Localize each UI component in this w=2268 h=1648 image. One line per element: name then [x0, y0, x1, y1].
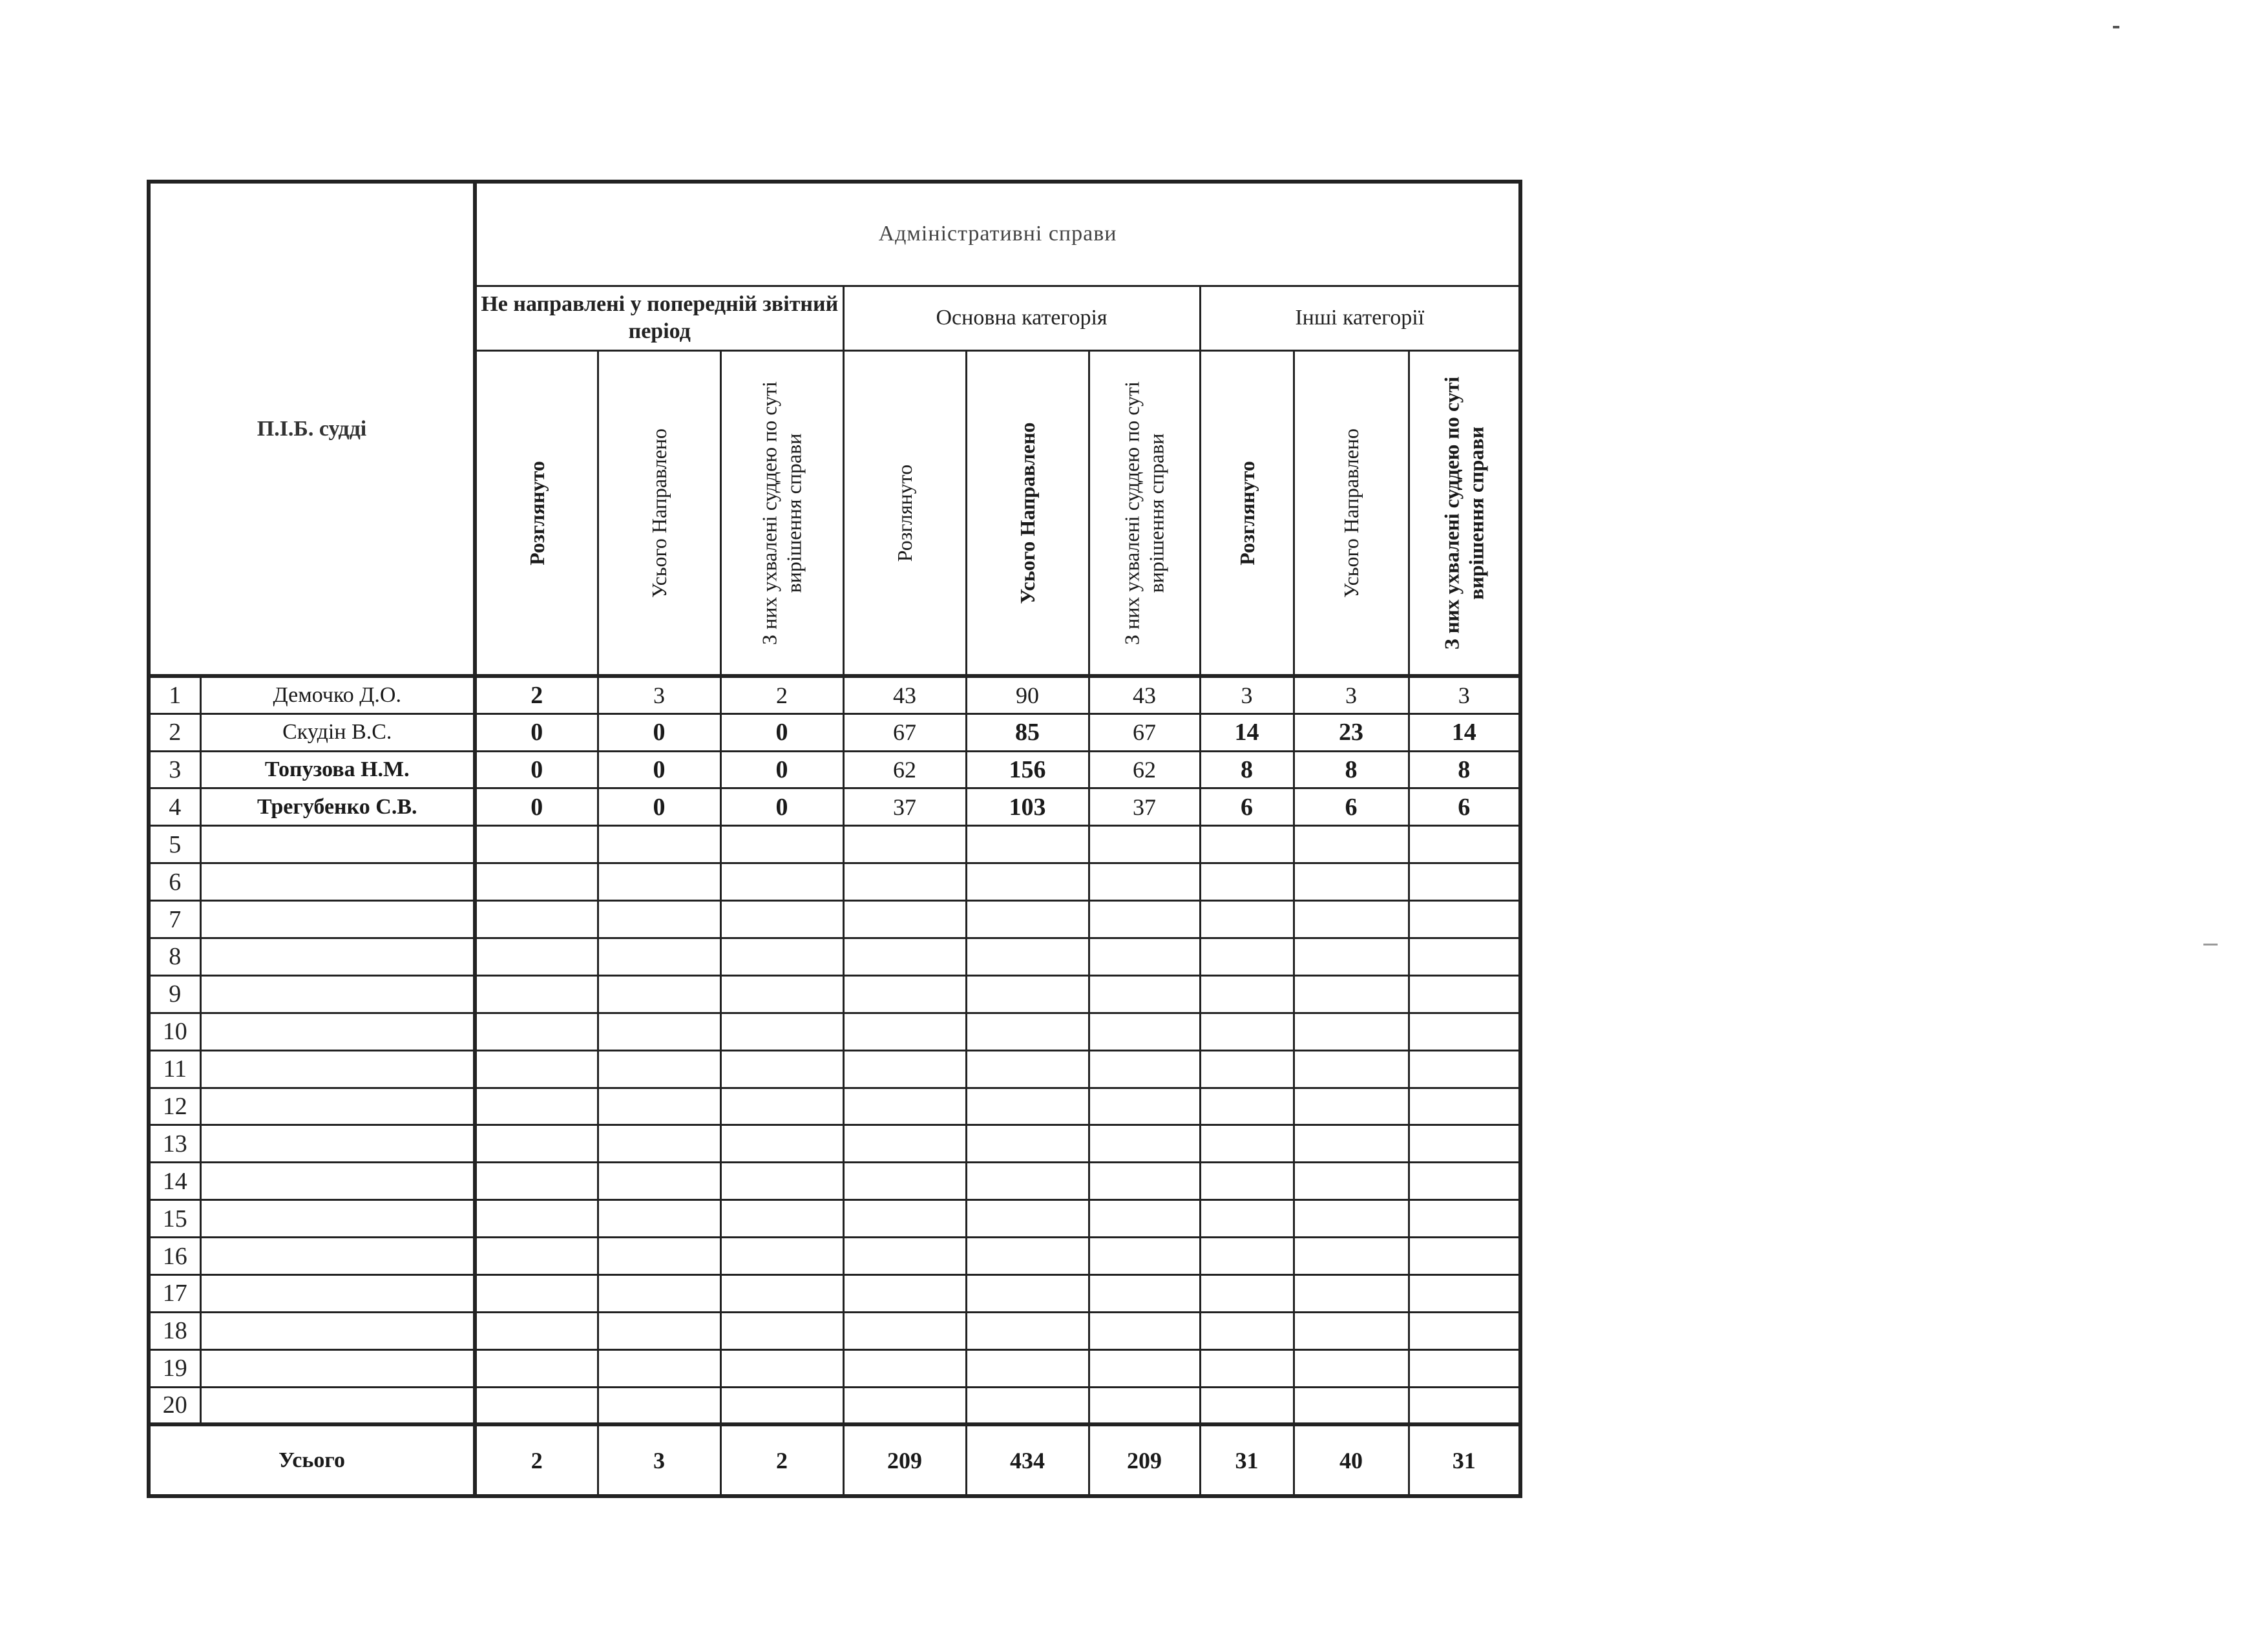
col-header-label: Розглянуто	[525, 461, 549, 565]
table-row	[149, 1312, 1520, 1349]
title-row	[149, 182, 1520, 286]
value-cell	[475, 1312, 598, 1349]
value-cell	[966, 1088, 1089, 1125]
value-cell	[1089, 1050, 1200, 1088]
value-cell	[966, 863, 1089, 901]
value-cell	[1294, 901, 1409, 938]
row-number: 20	[149, 1387, 200, 1424]
table-row	[149, 1163, 1520, 1200]
value-cell: 3	[1200, 676, 1294, 713]
value-cell	[598, 1349, 720, 1387]
value-cell	[720, 1312, 843, 1349]
value-cell	[1200, 1013, 1294, 1050]
value-cell	[475, 863, 598, 901]
value-cell	[1294, 1163, 1409, 1200]
value-cell	[1089, 1238, 1200, 1275]
value-cell: 0	[720, 788, 843, 826]
value-cell	[1089, 975, 1200, 1013]
administrative-cases-table	[147, 180, 1522, 1498]
value-cell	[966, 1200, 1089, 1238]
col-header-1	[475, 351, 598, 676]
table-row	[149, 1349, 1520, 1387]
value-cell: 0	[475, 751, 598, 788]
value-cell	[475, 901, 598, 938]
value-cell	[843, 1125, 966, 1163]
judge-name	[200, 1349, 475, 1387]
value-cell	[720, 826, 843, 863]
scan-speck	[2203, 944, 2218, 945]
value-cell	[598, 1238, 720, 1275]
value-cell	[1294, 1274, 1409, 1312]
value-cell	[1294, 1312, 1409, 1349]
value-cell	[843, 1013, 966, 1050]
value-cell	[1200, 1163, 1294, 1200]
value-cell	[1089, 938, 1200, 975]
scan-speck	[2113, 26, 2119, 28]
value-cell	[475, 1349, 598, 1387]
table-title: Адміністративні справи	[878, 222, 1117, 246]
value-cell	[1294, 938, 1409, 975]
row-number: 8	[149, 938, 200, 975]
row-number: 18	[149, 1312, 200, 1349]
value-cell	[1409, 1274, 1520, 1312]
value-cell	[843, 1349, 966, 1387]
judge-name: Топузова Н.М.	[200, 751, 475, 788]
judge-name	[200, 1387, 475, 1424]
value-cell	[843, 1312, 966, 1349]
value-cell	[966, 1349, 1089, 1387]
value-cell	[966, 975, 1089, 1013]
col-header-3	[720, 351, 843, 676]
value-cell	[720, 1349, 843, 1387]
value-cell	[475, 975, 598, 1013]
value-cell	[1294, 1349, 1409, 1387]
col-header-5	[966, 351, 1089, 676]
judge-name	[200, 1163, 475, 1200]
col-header-4	[843, 351, 966, 676]
row-number: 14	[149, 1163, 200, 1200]
value-cell: 0	[720, 713, 843, 751]
value-cell	[720, 863, 843, 901]
judge-name	[200, 863, 475, 901]
col-header-label: Усього Направлено	[647, 428, 671, 598]
value-cell: 156	[966, 751, 1089, 788]
judge-name	[200, 1238, 475, 1275]
value-cell	[1089, 1125, 1200, 1163]
value-cell	[1200, 1312, 1294, 1349]
value-cell	[1294, 863, 1409, 901]
value-cell	[598, 1088, 720, 1125]
value-cell	[1089, 1163, 1200, 1200]
table-row	[149, 751, 1520, 788]
value-cell	[1089, 1013, 1200, 1050]
value-cell	[1294, 1050, 1409, 1088]
col-header-label: Усього Направлено	[1339, 428, 1363, 598]
value-cell: 62	[1089, 751, 1200, 788]
value-cell	[598, 975, 720, 1013]
value-cell	[966, 938, 1089, 975]
row-number: 15	[149, 1200, 200, 1238]
row-number: 2	[149, 713, 200, 751]
col-header-6	[1089, 351, 1200, 676]
value-cell	[720, 901, 843, 938]
value-cell	[1089, 1200, 1200, 1238]
value-cell	[1089, 863, 1200, 901]
table-row	[149, 676, 1520, 713]
row-number: 7	[149, 901, 200, 938]
value-cell: 67	[1089, 713, 1200, 751]
judge-name	[200, 1125, 475, 1163]
value-cell	[843, 1387, 966, 1424]
value-cell	[966, 1125, 1089, 1163]
table-row	[149, 938, 1520, 975]
row-number: 3	[149, 751, 200, 788]
total-value: 40	[1294, 1424, 1409, 1496]
value-cell	[598, 863, 720, 901]
value-cell	[966, 901, 1089, 938]
col-header-label: Усього Направлено	[1015, 422, 1039, 604]
group-cell-previous	[475, 286, 843, 351]
value-cell: 0	[598, 751, 720, 788]
value-cell	[1409, 938, 1520, 975]
table-row	[149, 901, 1520, 938]
row-number: 6	[149, 863, 200, 901]
value-cell: 14	[1200, 713, 1294, 751]
value-cell	[1089, 1387, 1200, 1424]
value-cell: 0	[720, 751, 843, 788]
total-value: 209	[843, 1424, 966, 1496]
col-header-label: З них ухвалені суддею по суті вирішення справи	[1120, 381, 1169, 645]
value-cell	[720, 1238, 843, 1275]
title-cell	[475, 182, 1520, 286]
table-row	[149, 1013, 1520, 1050]
value-cell	[843, 1163, 966, 1200]
value-cell	[598, 1050, 720, 1088]
value-cell	[598, 938, 720, 975]
total-value: 434	[966, 1424, 1089, 1496]
value-cell	[1409, 1013, 1520, 1050]
value-cell	[598, 1163, 720, 1200]
total-value: 31	[1409, 1424, 1520, 1496]
value-cell	[1294, 1125, 1409, 1163]
judge-name: Демочко Д.О.	[200, 676, 475, 713]
value-cell	[1409, 1349, 1520, 1387]
row-number: 4	[149, 788, 200, 826]
value-cell	[843, 975, 966, 1013]
table-row	[149, 975, 1520, 1013]
judge-name	[200, 975, 475, 1013]
value-cell	[1409, 901, 1520, 938]
value-cell	[475, 1125, 598, 1163]
row-number: 10	[149, 1013, 200, 1050]
value-cell	[720, 1200, 843, 1238]
value-cell	[966, 1274, 1089, 1312]
judge-header: П.І.Б. судді	[257, 416, 367, 441]
value-cell	[475, 1013, 598, 1050]
table-row	[149, 826, 1520, 863]
col-header-label: Розглянуто	[1235, 461, 1259, 565]
judge-name	[200, 938, 475, 975]
value-cell: 37	[1089, 788, 1200, 826]
value-cell: 62	[843, 751, 966, 788]
value-cell	[966, 1163, 1089, 1200]
judge-name: Трегубенко С.В.	[200, 788, 475, 826]
value-cell: 14	[1409, 713, 1520, 751]
value-cell	[720, 938, 843, 975]
group-cell-main	[843, 286, 1200, 351]
value-cell	[1200, 1050, 1294, 1088]
value-cell	[1200, 826, 1294, 863]
value-cell	[843, 1050, 966, 1088]
value-cell: 67	[843, 713, 966, 751]
value-cell: 37	[843, 788, 966, 826]
value-cell	[720, 1163, 843, 1200]
totals-row	[149, 1424, 1520, 1496]
total-value: 2	[475, 1424, 598, 1496]
judge-name: Скудін В.С.	[200, 713, 475, 751]
value-cell	[1294, 1238, 1409, 1275]
judge-header-cell	[149, 182, 475, 676]
value-cell	[720, 1050, 843, 1088]
value-cell	[1089, 1349, 1200, 1387]
value-cell	[720, 1088, 843, 1125]
row-number: 5	[149, 826, 200, 863]
value-cell	[1200, 1238, 1294, 1275]
value-cell: 2	[475, 676, 598, 713]
value-cell	[1294, 1387, 1409, 1424]
value-cell	[1200, 938, 1294, 975]
value-cell	[475, 1163, 598, 1200]
col-header-8	[1294, 351, 1409, 676]
value-cell	[475, 826, 598, 863]
value-cell	[1294, 1200, 1409, 1238]
judge-name	[200, 1274, 475, 1312]
row-number: 17	[149, 1274, 200, 1312]
group-cell-other	[1200, 286, 1520, 351]
value-cell	[843, 901, 966, 938]
value-cell	[475, 1274, 598, 1312]
total-value: 209	[1089, 1424, 1200, 1496]
value-cell	[598, 826, 720, 863]
value-cell	[720, 975, 843, 1013]
table-row	[149, 1387, 1520, 1424]
col-header-label: З них ухвалені суддею по суті вирішення справи	[1440, 376, 1488, 650]
value-cell	[1200, 975, 1294, 1013]
value-cell: 0	[475, 788, 598, 826]
row-number: 12	[149, 1088, 200, 1125]
value-cell	[598, 901, 720, 938]
value-cell	[966, 1312, 1089, 1349]
value-cell	[843, 1200, 966, 1238]
value-cell	[1089, 1088, 1200, 1125]
row-number: 19	[149, 1349, 200, 1387]
value-cell	[843, 826, 966, 863]
total-value: 3	[598, 1424, 720, 1496]
value-cell	[598, 1013, 720, 1050]
value-cell: 43	[1089, 676, 1200, 713]
value-cell: 6	[1294, 788, 1409, 826]
value-cell: 0	[475, 713, 598, 751]
value-cell: 3	[598, 676, 720, 713]
value-cell: 3	[1409, 676, 1520, 713]
table-row	[149, 1238, 1520, 1275]
value-cell	[1409, 1238, 1520, 1275]
table-row	[149, 1050, 1520, 1088]
value-cell	[1294, 975, 1409, 1013]
value-cell: 8	[1200, 751, 1294, 788]
group-label-previous: Не направлені у попередній звітний період	[481, 291, 839, 344]
value-cell	[720, 1125, 843, 1163]
value-cell: 103	[966, 788, 1089, 826]
value-cell: 8	[1294, 751, 1409, 788]
value-cell	[1409, 863, 1520, 901]
value-cell	[720, 1274, 843, 1312]
value-cell: 43	[843, 676, 966, 713]
value-cell	[1200, 863, 1294, 901]
value-cell: 90	[966, 676, 1089, 713]
value-cell: 6	[1200, 788, 1294, 826]
table-row	[149, 863, 1520, 901]
row-number: 9	[149, 975, 200, 1013]
value-cell	[720, 1387, 843, 1424]
value-cell	[966, 826, 1089, 863]
value-cell	[966, 1387, 1089, 1424]
value-cell	[475, 1050, 598, 1088]
row-number: 13	[149, 1125, 200, 1163]
table-row	[149, 788, 1520, 826]
value-cell	[598, 1312, 720, 1349]
judge-name	[200, 1050, 475, 1088]
value-cell	[598, 1125, 720, 1163]
value-cell	[1409, 1387, 1520, 1424]
value-cell	[1089, 1274, 1200, 1312]
value-cell	[720, 1013, 843, 1050]
value-cell	[1200, 1125, 1294, 1163]
value-cell	[1200, 1387, 1294, 1424]
value-cell	[1200, 1349, 1294, 1387]
value-cell	[1294, 826, 1409, 863]
value-cell: 0	[598, 788, 720, 826]
group-label-main: Основна категорія	[936, 306, 1108, 330]
value-cell	[1409, 1163, 1520, 1200]
value-cell	[1294, 1088, 1409, 1125]
value-cell	[1200, 901, 1294, 938]
col-header-label: З них ухвалені суддею по суті вирішення справи	[757, 381, 806, 645]
value-cell: 23	[1294, 713, 1409, 751]
col-header-label: Розглянуто	[892, 464, 916, 562]
total-value: 31	[1200, 1424, 1294, 1496]
value-cell	[1089, 826, 1200, 863]
value-cell	[598, 1200, 720, 1238]
value-cell	[1409, 1050, 1520, 1088]
row-number: 16	[149, 1238, 200, 1275]
value-cell: 2	[720, 676, 843, 713]
value-cell	[843, 938, 966, 975]
value-cell	[475, 1238, 598, 1275]
value-cell	[598, 1274, 720, 1312]
judge-name	[200, 1088, 475, 1125]
value-cell	[966, 1013, 1089, 1050]
report-sheet	[147, 180, 1518, 1498]
value-cell	[475, 1088, 598, 1125]
table-row	[149, 1274, 1520, 1312]
value-cell: 3	[1294, 676, 1409, 713]
table-row	[149, 1200, 1520, 1238]
value-cell: 6	[1409, 788, 1520, 826]
value-cell: 8	[1409, 751, 1520, 788]
value-cell	[1409, 975, 1520, 1013]
table-row	[149, 1088, 1520, 1125]
value-cell	[1294, 1013, 1409, 1050]
judge-name	[200, 901, 475, 938]
value-cell	[966, 1050, 1089, 1088]
value-cell	[843, 863, 966, 901]
value-cell	[598, 1387, 720, 1424]
row-number: 1	[149, 676, 200, 713]
total-value: 2	[720, 1424, 843, 1496]
value-cell	[1409, 1312, 1520, 1349]
judge-name	[200, 1013, 475, 1050]
value-cell	[1409, 1200, 1520, 1238]
judge-name	[200, 1312, 475, 1349]
value-cell	[1089, 1312, 1200, 1349]
value-cell	[475, 1387, 598, 1424]
value-cell	[1089, 901, 1200, 938]
value-cell	[1200, 1200, 1294, 1238]
group-label-other: Інші категорії	[1295, 306, 1425, 330]
value-cell	[475, 1200, 598, 1238]
row-number: 11	[149, 1050, 200, 1088]
value-cell: 85	[966, 713, 1089, 751]
value-cell	[1409, 826, 1520, 863]
col-header-2	[598, 351, 720, 676]
col-header-9	[1409, 351, 1520, 676]
value-cell	[843, 1274, 966, 1312]
judge-name	[200, 1200, 475, 1238]
judge-name	[200, 826, 475, 863]
totals-label: Усього	[149, 1424, 475, 1496]
value-cell	[1200, 1274, 1294, 1312]
value-cell: 0	[598, 713, 720, 751]
value-cell	[1200, 1088, 1294, 1125]
value-cell	[1409, 1088, 1520, 1125]
value-cell	[843, 1088, 966, 1125]
value-cell	[475, 938, 598, 975]
value-cell	[843, 1238, 966, 1275]
table-row	[149, 1125, 1520, 1163]
value-cell	[1409, 1125, 1520, 1163]
col-header-7	[1200, 351, 1294, 676]
value-cell	[966, 1238, 1089, 1275]
table-row	[149, 713, 1520, 751]
